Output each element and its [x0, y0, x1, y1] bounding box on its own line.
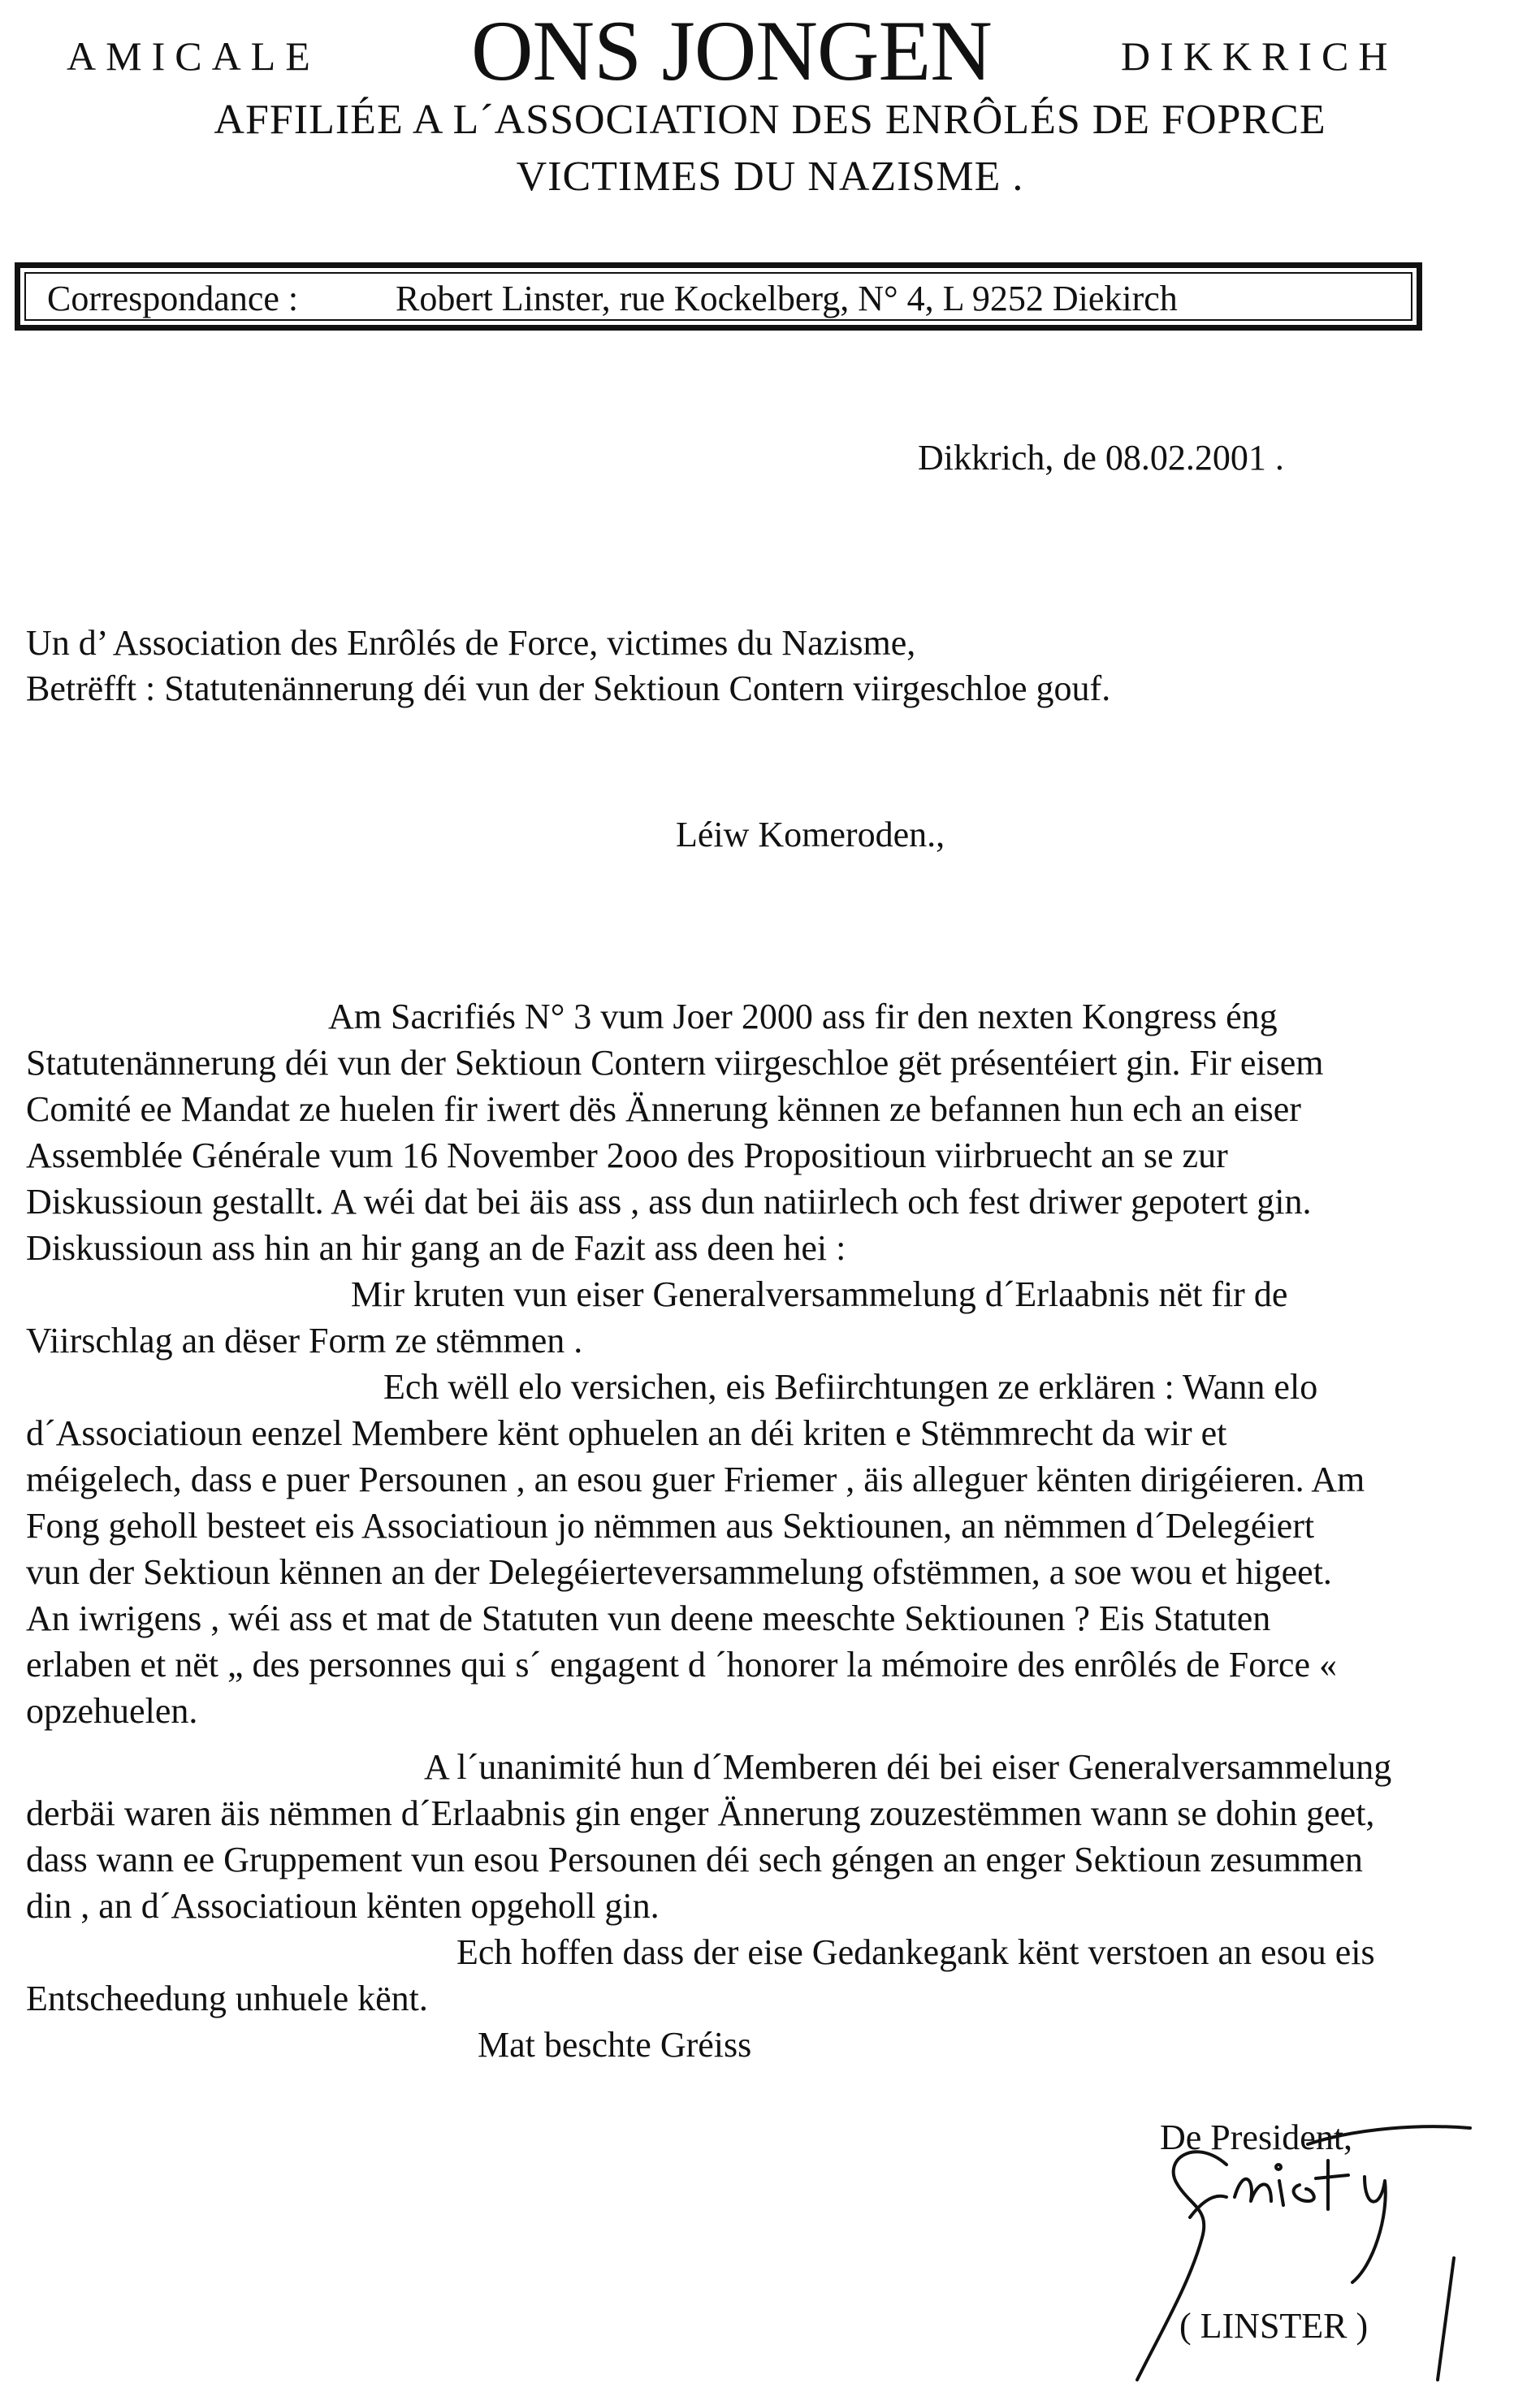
letterhead-left: AMICALE: [67, 33, 320, 79]
date-line: Dikkrich, de 08.02.2001 .: [918, 438, 1284, 478]
body-line: opzehuelen.: [26, 1691, 198, 1731]
body-line: Diskussioun gestallt. A wéi dat bei äis ass , ass dun natiirlech och fest driwer gepotert gin.: [26, 1182, 1312, 1222]
body-line: Ech wëll elo versichen, eis Befiirchtungen ze erklären : Wann elo: [383, 1367, 1318, 1407]
salutation: Léiw Komeroden.,: [676, 815, 945, 854]
body-line: Diskussioun ass hin an hir gang an de Fazit ass deen hei :: [26, 1228, 846, 1268]
body-line: Statutenännerung déi vun der Sektioun Contern viirgeschloe gët présentéiert gin. Fir eisem: [26, 1043, 1324, 1083]
recipient-line: Un d’ Association des Enrôlés de Force, victimes du Nazisme,: [26, 623, 916, 663]
subject-line: Betrëfft : Statutenännerung déi vun der Sektioun Contern viirgeschloe gouf.: [26, 668, 1111, 708]
body-line: Assemblée Générale vum 16 November 2ooo des Propositioun viirbruecht an se zur: [26, 1135, 1228, 1175]
body-line: dass wann ee Gruppement vun esou Persounen déi sech géngen an enger Sektioun zesummen: [26, 1840, 1363, 1879]
correspondance-address: Robert Linster, rue Kockelberg, N° 4, L 9252 Diekirch: [396, 279, 1178, 318]
body-line: A l´unanimité hun d´Memberen déi bei eiser Generalversammelung: [424, 1747, 1392, 1787]
body-line: vun der Sektioun kënnen an der Delegéierteversammelung ofstëmmen, a soe wou et higeet.: [26, 1552, 1332, 1592]
letterhead-title: ONS JONGEN: [471, 3, 992, 98]
body-line: Entscheedung unhuele kënt.: [26, 1979, 428, 2018]
body-line: Am Sacrifiés N° 3 vum Joer 2000 ass fir den nexten Kongress éng: [328, 997, 1278, 1036]
body-line: d´Associatioun eenzel Membere kënt ophuelen an déi kriten e Stëmmrecht da wir et: [26, 1413, 1227, 1453]
signature-name: ( LINSTER ): [1179, 2306, 1369, 2346]
body-line: Fong geholl besteet eis Associatioun jo nëmmen aus Sektiounen, an nëmmen d´Delegéiert: [26, 1506, 1315, 1546]
body-line: erlaben et nët „ des personnes qui s´ engagent d ´honorer la mémoire des enrôlés de Force «: [26, 1645, 1337, 1685]
body-line: derbäi waren äis nëmmen d´Erlaabnis gin enger Ännerung zouzestëmmen wann se dohin geet,: [26, 1793, 1375, 1833]
letterhead-affiliation: AFFILIÉE A L´ASSOCIATION DES ENRÔLÉS DE FOPRCE: [214, 97, 1326, 143]
body-line: méigelech, dass e puer Persounen , an esou guer Friemer , äis alleguer kënten dirigéieren. Am: [26, 1460, 1365, 1499]
body-line: din , an d´Associatioun kënten opgeholl gin.: [26, 1886, 660, 1926]
signature-title: De President,: [1160, 2117, 1353, 2157]
body-line: Mir kruten vun eiser Generalversammelung d´Erlaabnis nët fir de: [351, 1274, 1288, 1314]
closing-line: Mat beschte Gréiss: [478, 2025, 752, 2065]
body-line: An iwrigens , wéi ass et mat de Statuten vun deene meeschte Sektiounen ? Eis Statuten: [26, 1598, 1271, 1638]
body-line: Viirschlag an dëser Form ze stëmmen .: [26, 1321, 583, 1360]
body-line: Comité ee Mandat ze huelen fir iwert dës Ännerung kënnen ze befannen hun ech an eiser: [26, 1089, 1301, 1129]
correspondance-label: Correspondance :: [47, 279, 299, 318]
letterhead-victims: VICTIMES DU NAZISME .: [516, 154, 1024, 200]
body-line: Ech hoffen dass der eise Gedankegank kënt verstoen an esou eis: [456, 1932, 1375, 1972]
letterhead-right: DIKKRICH: [1121, 33, 1398, 79]
